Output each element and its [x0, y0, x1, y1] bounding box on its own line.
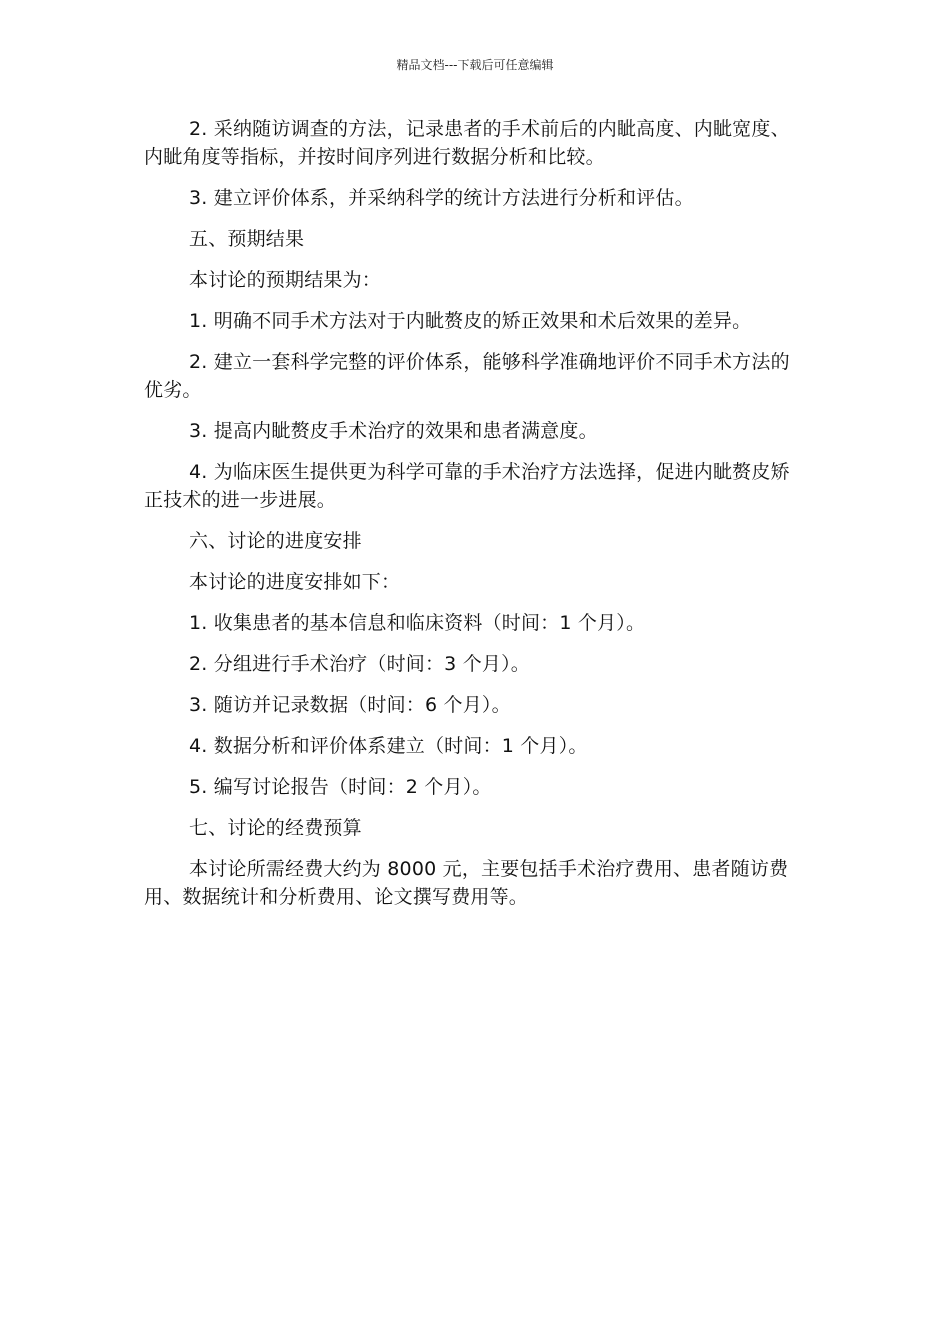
paragraph-schedule-1: 1. 收集患者的基本信息和临床资料（时间：1 个月）。: [189, 612, 646, 634]
page-header: 精品文档---下载后可任意编辑: [396, 58, 554, 72]
paragraph-budget: 本讨论所需经费大约为 8000 元，主要包括手术治疗费用、患者随访费用、数据统计和分析费用、论文撰写费用等。: [144, 858, 789, 908]
paragraph-schedule-2: 2. 分组进行手术治疗（时间：3 个月）。: [189, 653, 530, 675]
paragraph-expected-intro: 本讨论的预期结果为：: [189, 269, 382, 291]
paragraph-schedule-3: 3. 随访并记录数据（时间：6 个月）。: [189, 694, 511, 716]
section-heading-budget: 七、讨论的经费预算: [189, 817, 362, 839]
paragraph-expected-3: 3. 提高内眦赘皮手术治疗的效果和患者满意度。: [189, 420, 598, 442]
paragraph-expected-4: 4. 为临床医生提供更为科学可靠的手术治疗方法选择，促进内眦赘皮矫正技术的进一步进展。: [144, 461, 790, 511]
paragraph-expected-1: 1. 明确不同手术方法对于内眦赘皮的矫正效果和术后效果的差异。: [189, 310, 752, 332]
paragraph-schedule-intro: 本讨论的进度安排如下：: [189, 571, 401, 593]
section-heading-schedule: 六、讨论的进度安排: [189, 530, 362, 552]
document-body: [144, 115, 800, 911]
paragraph-expected-2: 2. 建立一套科学完整的评价体系，能够科学准确地评价不同手术方法的优劣。: [144, 351, 790, 401]
section-heading-expected-results: 五、预期结果: [189, 228, 305, 250]
paragraph-method-followup: 2. 采纳随访调查的方法，记录患者的手术前后的内眦高度、内眦宽度、内眦角度等指标，并按时间序列进行数据分析和比较。: [144, 118, 790, 168]
paragraph-schedule-5: 5. 编写讨论报告（时间：2 个月）。: [189, 776, 492, 798]
paragraph-schedule-4: 4. 数据分析和评价体系建立（时间：1 个月）。: [189, 735, 588, 757]
paragraph-method-evaluation: 3. 建立评价体系，并采纳科学的统计方法进行分析和评估。: [189, 187, 694, 209]
